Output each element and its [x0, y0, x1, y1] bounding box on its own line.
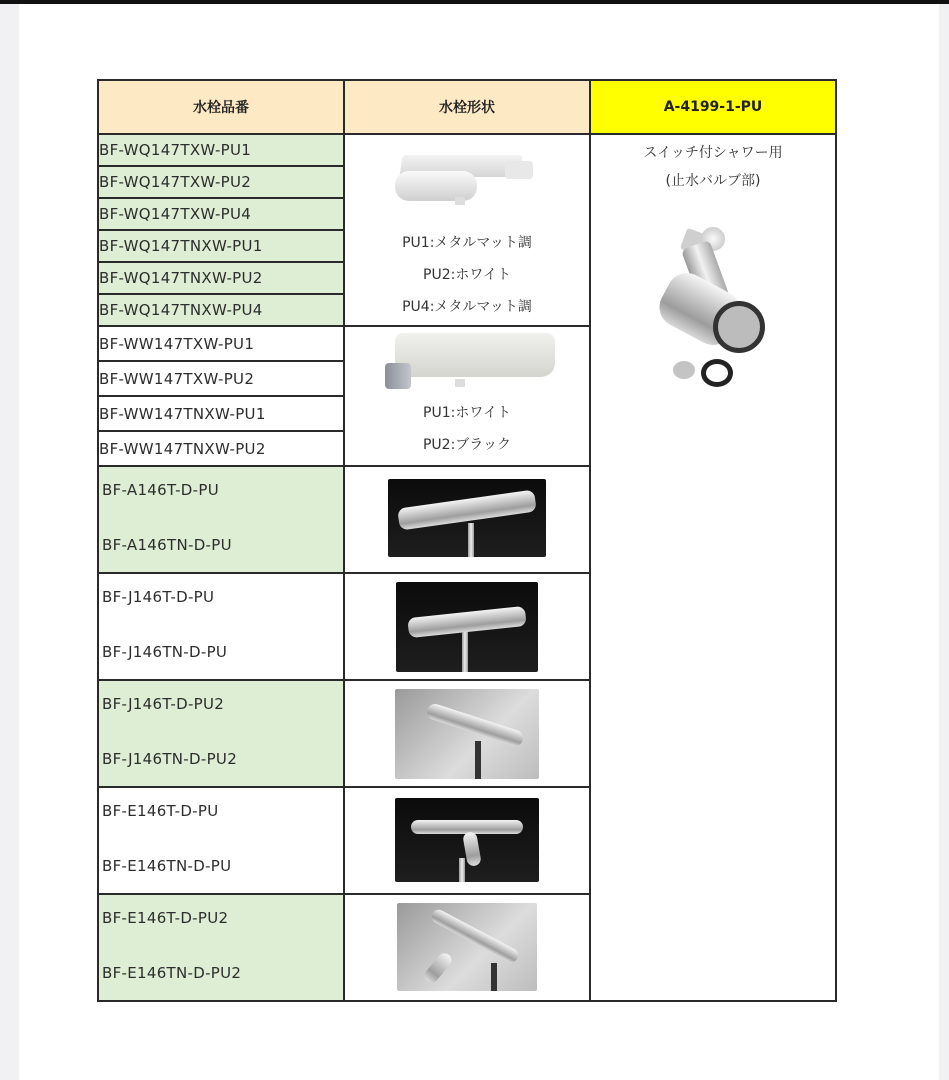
- color-caption: PU1:ホワイト: [423, 405, 511, 421]
- white-thermostatic-faucet-image: [345, 135, 589, 227]
- faucet-code: BF-WQ147TNXW-PU2: [98, 262, 344, 294]
- faucet-code-cell: [98, 787, 344, 894]
- shape-cell: [344, 894, 590, 1001]
- part-description: スイッチ付シャワー用: [643, 145, 783, 161]
- faucet-code: BF-WW147TXW-PU2: [98, 361, 344, 396]
- faucet-code: BF-WQ147TXW-PU1: [98, 134, 344, 166]
- faucet-code: BF-WQ147TNXW-PU1: [98, 230, 344, 262]
- white-shelf-faucet-image: [345, 327, 589, 397]
- faucet-code-cell: [98, 680, 344, 787]
- faucet-code: BF-WQ147TXW-PU4: [98, 198, 344, 230]
- chrome-faucet-grey-bg-image: [397, 903, 537, 991]
- color-caption: PU2:ホワイト: [423, 267, 511, 283]
- faucet-code: BF-E146TN-D-PU: [102, 857, 232, 875]
- chrome-faucet-dark-bg-image: [388, 479, 546, 557]
- header-code: 水栓品番: [98, 80, 344, 134]
- header-shape: 水栓形状: [344, 80, 590, 134]
- faucet-code: BF-WQ147TNXW-PU4: [98, 294, 344, 326]
- color-caption: PU2:ブラック: [422, 437, 512, 453]
- compatibility-table: [97, 79, 837, 1002]
- faucet-code: BF-E146T-D-PU: [102, 802, 219, 820]
- faucet-code: BF-WW147TNXW-PU1: [98, 396, 344, 431]
- faucet-code: BF-J146TN-D-PU: [102, 643, 228, 661]
- faucet-code: BF-WQ147TXW-PU2: [98, 166, 344, 198]
- table-row: [98, 134, 836, 166]
- chrome-faucet-dark-bg-image: [395, 798, 539, 882]
- shape-cell: [344, 134, 590, 326]
- stop-valve-part-image: [643, 221, 783, 391]
- chrome-faucet-dark-bg-image: [396, 582, 538, 672]
- faucet-code: BF-WW147TXW-PU1: [98, 326, 344, 361]
- faucet-code: BF-A146TN-D-PU: [102, 536, 232, 554]
- faucet-code: BF-WW147TNXW-PU2: [98, 431, 344, 466]
- faucet-code: BF-J146T-D-PU: [102, 588, 215, 606]
- part-cell: [590, 134, 836, 1001]
- chrome-faucet-grey-bg-image: [395, 689, 539, 779]
- faucet-code: BF-J146T-D-PU2: [102, 695, 225, 713]
- shape-cell: [344, 326, 590, 466]
- part-subdescription: (止水バルブ部): [665, 173, 761, 189]
- color-caption: PU1:メタルマット調: [402, 235, 532, 251]
- faucet-code-cell: [98, 894, 344, 1001]
- faucet-code: BF-A146T-D-PU: [102, 481, 219, 499]
- header-row: [98, 80, 836, 134]
- header-part: A-4199-1-PU: [590, 80, 836, 134]
- faucet-code: BF-J146TN-D-PU2: [102, 750, 238, 768]
- faucet-code: BF-E146TN-D-PU2: [102, 964, 242, 982]
- color-caption: PU4:メタルマット調: [402, 299, 532, 315]
- shape-cell: [344, 466, 590, 573]
- faucet-code: BF-E146T-D-PU2: [102, 909, 229, 927]
- faucet-code-cell: [98, 573, 344, 680]
- shape-cell: [344, 573, 590, 680]
- shape-cell: [344, 787, 590, 894]
- faucet-code-cell: [98, 466, 344, 573]
- shape-cell: [344, 680, 590, 787]
